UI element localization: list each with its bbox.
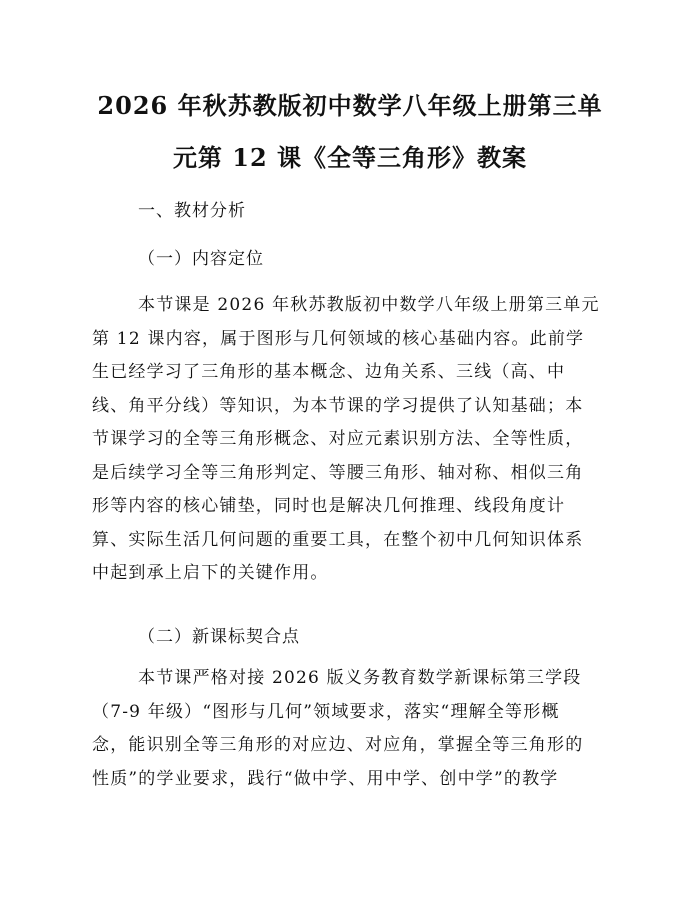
document-title-line-1: 2026 年秋苏教版初中数学八年级上册第三单 — [97, 91, 603, 120]
paragraph-line: 节课学习的全等三角形概念、对应元素识别方法、全等性质， — [92, 429, 584, 449]
paragraph-line: 本节课严格对接 2026 版义务教育数学新课标第三学段 — [138, 668, 582, 688]
section-heading-teaching-material-analysis: 一、教材分析 — [138, 201, 246, 221]
paragraph-line: （7-9 年级）“图形与几何”领域要求，落实“理解全等形概 — [92, 701, 560, 722]
paragraph-line: 第 12 课内容，属于图形与几何领域的核心基础内容。此前学 — [92, 328, 585, 349]
paragraph-line: 形等内容的核心铺垫，同时也是解决几何推理、线段角度计 — [92, 496, 566, 516]
paragraph-line: 算、实际生活几何问题的重要工具，在整个初中几何知识体系 — [92, 529, 584, 550]
paragraph-line: 生已经学习了三角形的基本概念、边角关系、三线（高、中 — [92, 362, 566, 382]
document-title-line-2: 元第 12 课《全等三角形》教案 — [172, 143, 528, 172]
paragraph-line: 线、角平分线）等知识，为本节课的学习提供了认知基础；本 — [92, 395, 584, 416]
paragraph-line: 性质”的学业要求，践行“做中学、用中学、创中学”的教学 — [92, 768, 559, 789]
paragraph-line: 中起到承上启下的关键作用。 — [92, 563, 329, 583]
subsection-heading-curriculum-alignment: （二）新课标契合点 — [138, 627, 300, 647]
paragraph-curriculum-alignment — [92, 662, 612, 796]
paragraph-line: 是后续学习全等三角形判定、等腰三角形、轴对称、相似三角 — [92, 462, 584, 483]
paragraph-line: 本节课是 2026 年秋苏教版初中数学八年级上册第三单元 — [138, 295, 600, 315]
paragraph-line: 念，能识别全等三角形的对应边、对应角，掌握全等三角形的 — [92, 735, 584, 755]
paragraph-content-positioning — [92, 289, 612, 591]
subsection-heading-content-positioning: （一）内容定位 — [138, 249, 264, 269]
